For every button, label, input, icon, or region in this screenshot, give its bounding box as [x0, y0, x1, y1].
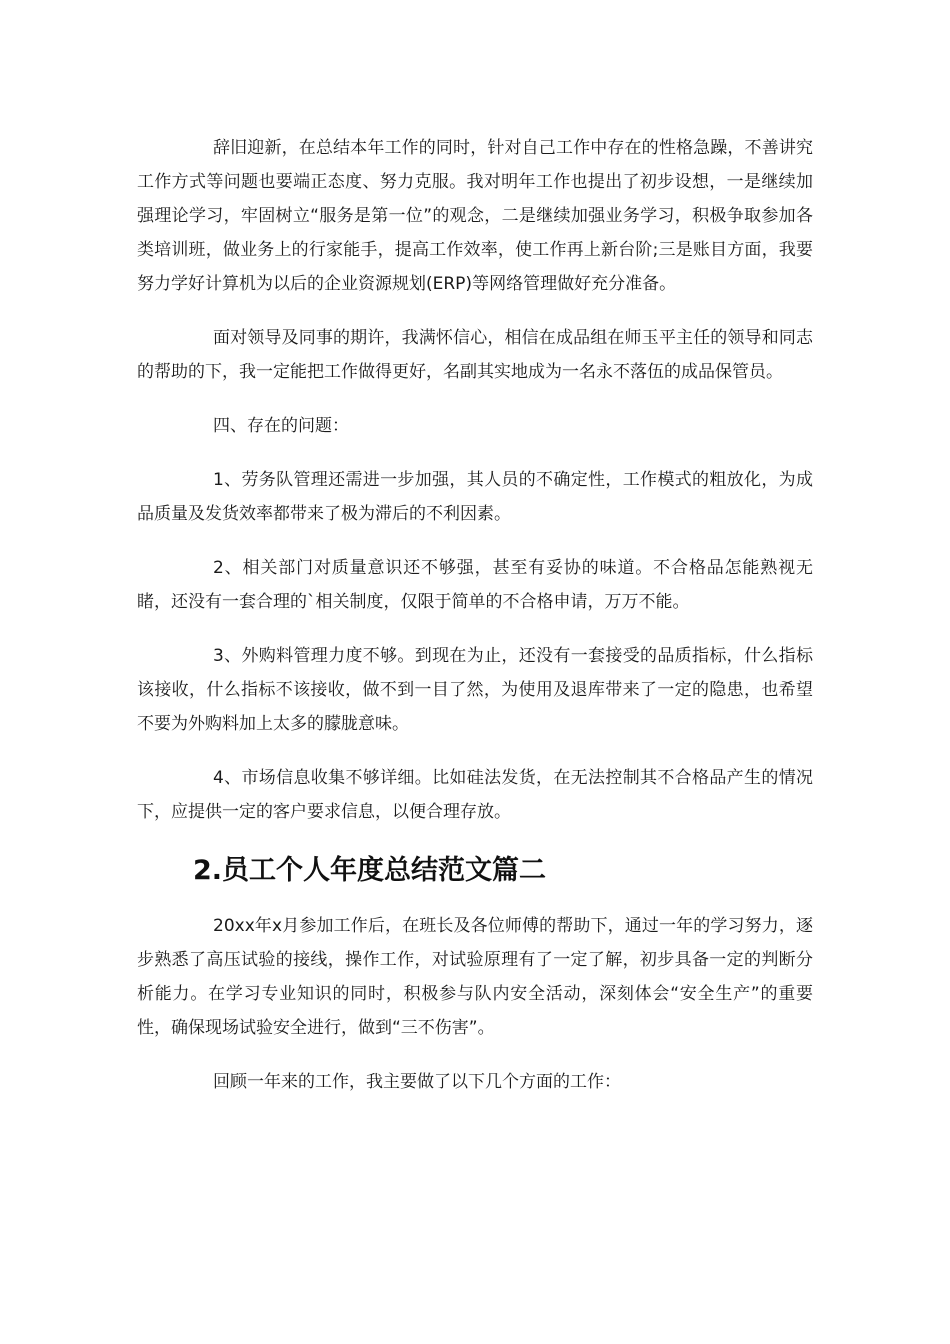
- paragraph-problem-4: 4、市场信息收集不够详细。比如硅法发货，在无法控制其不合格品产生的情况下，应提供一定的客户要求信息，以便合理存放。: [137, 768, 813, 822]
- paragraph-problem-1: 1、劳务队管理还需进一步加强，其人员的不确定性，工作模式的粗放化，为成品质量及发货效率都带来了极为滞后的不利因素。: [137, 470, 813, 524]
- paragraph-confidence: 面对领导及同事的期许，我满怀信心，相信在成品组在师玉平主任的领导和同志的帮助的下，我一定能把工作做得更好，名副其实地成为一名永不落伍的成品保管员。: [137, 328, 813, 382]
- paragraph-problem-2: 2、相关部门对质量意识还不够强，甚至有妥协的味道。不合格品怎能熟视无睹，还没有一套合理的`相关制度，仅限于简单的不合格申请，万万不能。: [137, 558, 813, 612]
- paragraph-new-year-plan: 辞旧迎新，在总结本年工作的同时，针对自己工作中存在的性格急躁，不善讲究工作方式等问题也要端正态度、努力克服。我对明年工作也提出了初步设想，一是继续加强理论学习，牢固树立“服务是第一位”的观念，二是继续加强业务学习，积极争取参加各类培训班，做业务上的行家能手，提高工作效率，使工作再上新台阶;三是账目方面，我要努力学好计算机为以后的企业资源规划(ERP)等网络管理做好充分准备。: [137, 138, 813, 294]
- document-body: [137, 131, 813, 1119]
- paragraph-work-review: 回顾一年来的工作，我主要做了以下几个方面的工作：: [213, 1072, 621, 1092]
- paragraph-problems-title: 四、存在的问题：: [213, 416, 349, 436]
- paragraph-work-intro: 20xx年x月参加工作后，在班长及各位师傅的帮助下，通过一年的学习努力，逐步熟悉了高压试验的接线，操作工作，对试验原理有了一定了解，初步具备一定的判断分析能力。在学习专业知识的同时，积极参与队内安全活动，深刻体会“安全生产”的重要性，确保现场试验安全进行，做到“三不伤害”。: [137, 916, 813, 1038]
- section-heading: 2.员工个人年度总结范文篇二: [193, 855, 547, 886]
- paragraph-problem-3: 3、外购料管理力度不够。到现在为止，还没有一套接受的品质指标，什么指标该接收，什么指标不该接收，做不到一目了然，为使用及退库带来了一定的隐患，也希望不要为外购料加上太多的朦胧意味。: [137, 646, 813, 734]
